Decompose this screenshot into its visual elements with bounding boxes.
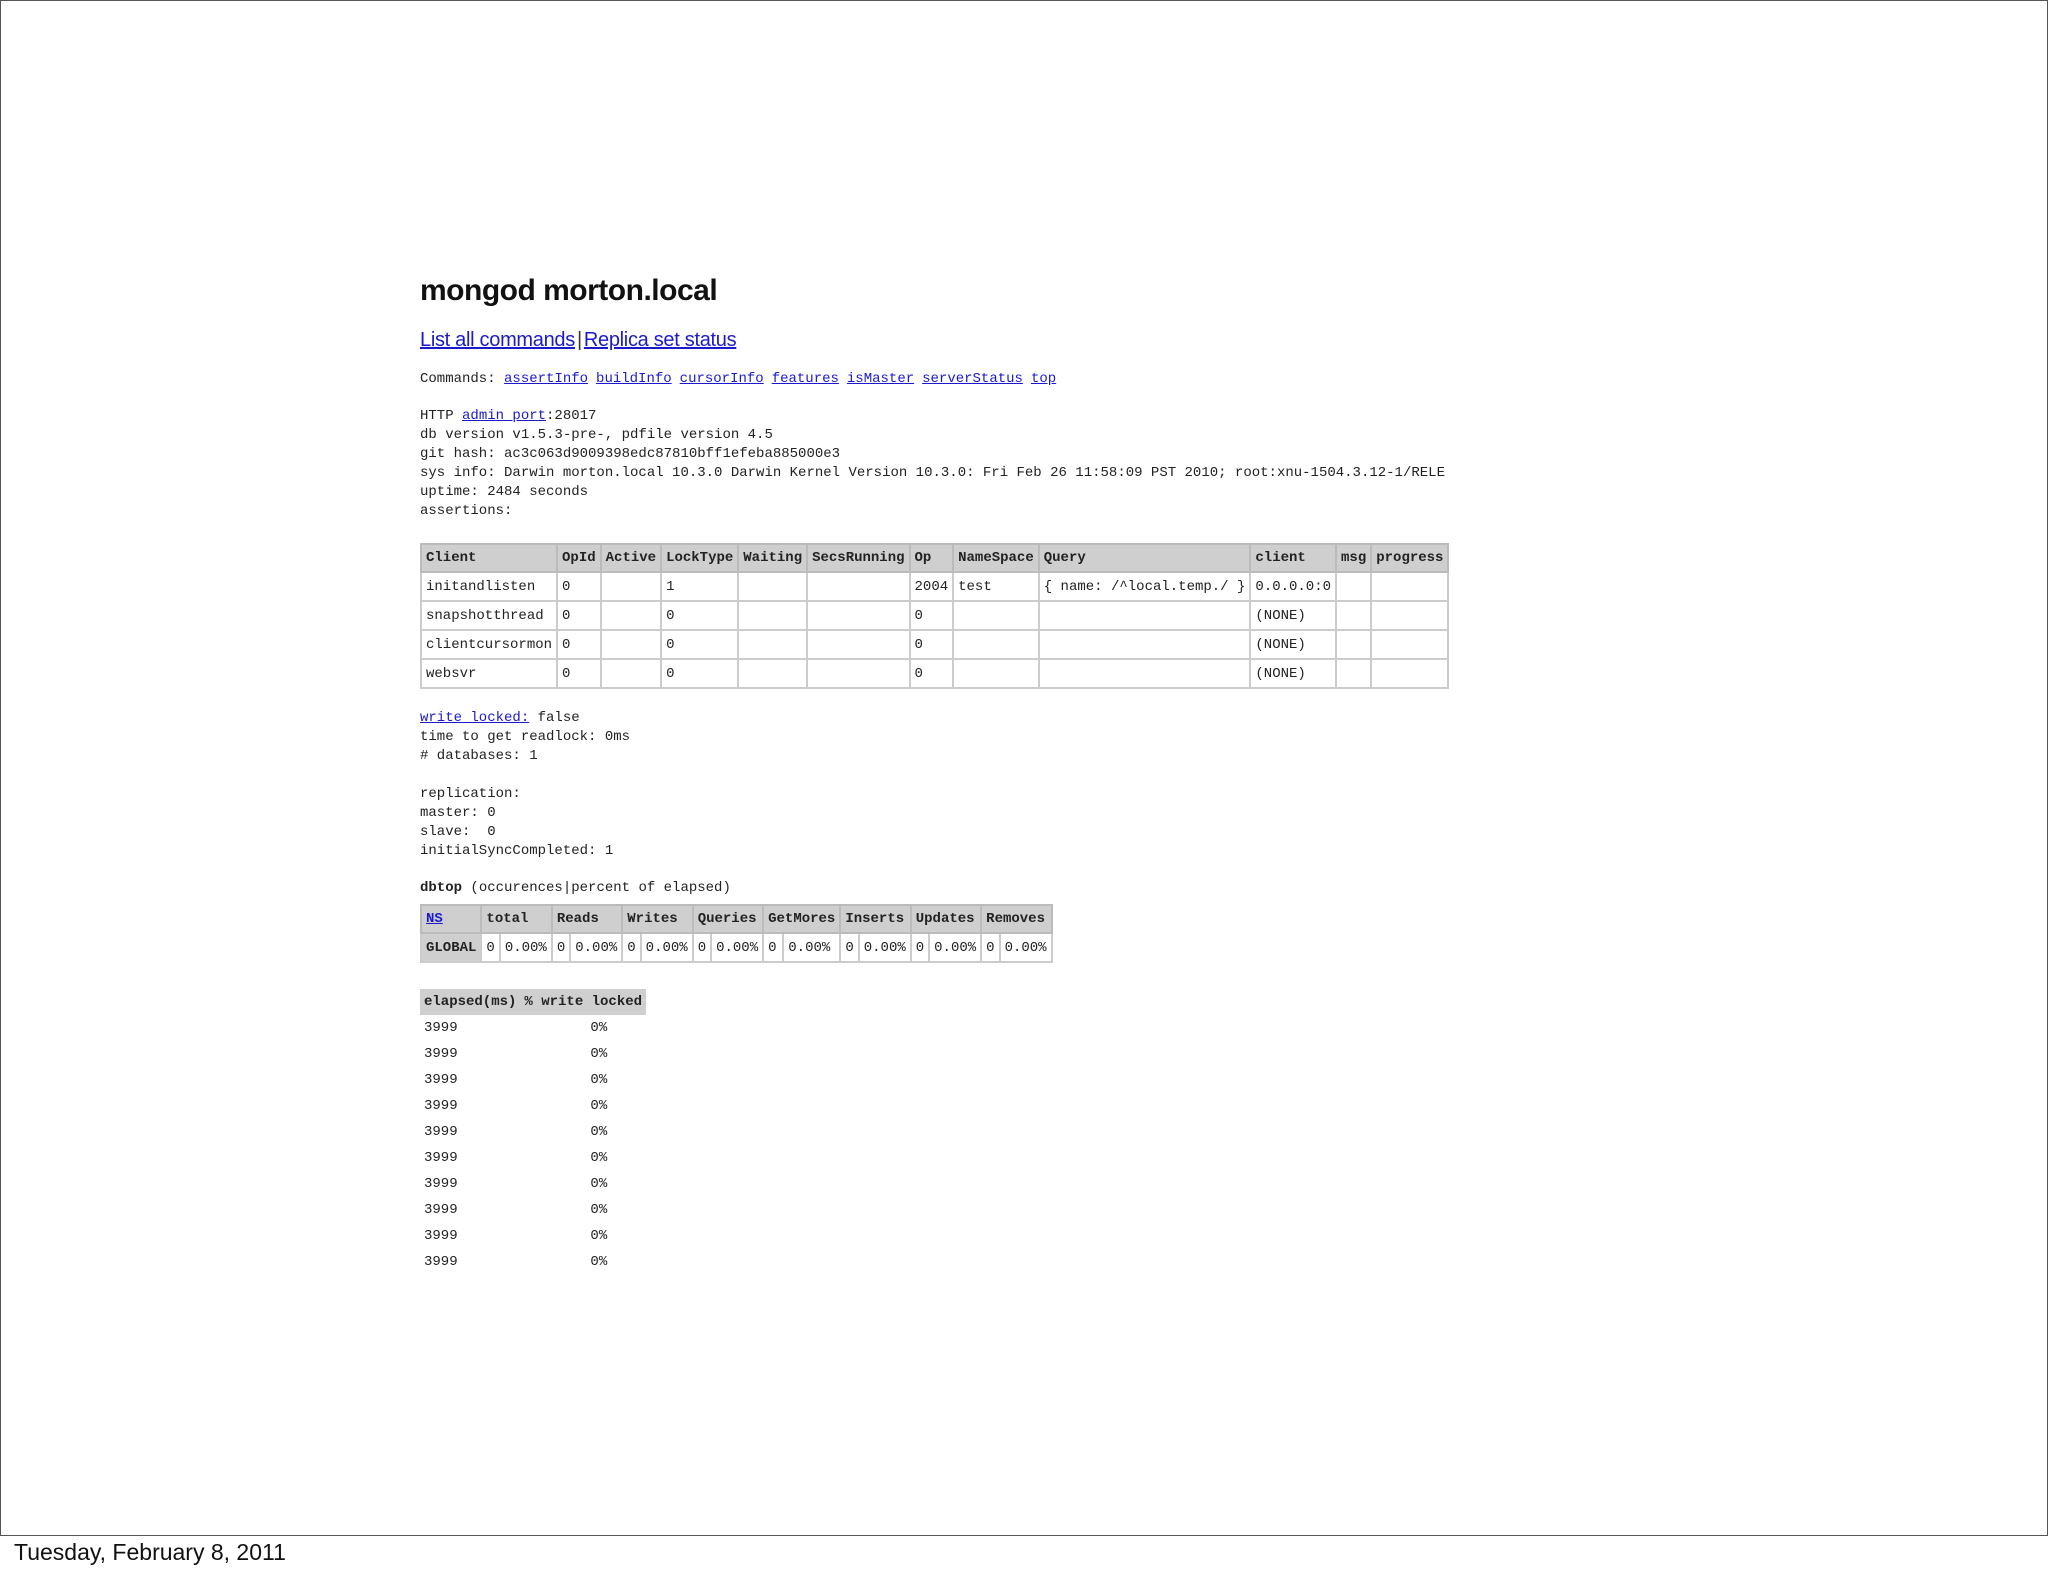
ops-table-row	[421, 572, 1448, 601]
admin-port-link[interactable]: admin port	[462, 408, 547, 424]
dbtop-cell: 0.00%	[783, 933, 840, 962]
ops-table-cell	[601, 630, 661, 659]
top-links	[420, 329, 2020, 352]
ops-table-cell: snapshotthread	[421, 601, 557, 630]
dbtop-ns-cell: GLOBAL	[421, 933, 481, 962]
elapsed-table	[420, 989, 646, 1275]
replication-initial-sync: initialSyncCompleted: 1	[420, 843, 614, 859]
ops-table-cell	[1371, 659, 1448, 688]
ops-table-cell: websvr	[421, 659, 557, 688]
write-locked-pct-cell: 0%	[590, 1072, 608, 1088]
database-count: # databases: 1	[420, 748, 538, 764]
elapsed-ms-cell: 3999	[424, 1020, 458, 1036]
ops-table-cell: 0	[910, 630, 954, 659]
ops-column-header: Waiting	[738, 544, 807, 572]
ops-table-cell: 0	[661, 659, 738, 688]
ops-table-cell: initandlisten	[421, 572, 557, 601]
command-links	[504, 371, 1064, 387]
dbtop-table	[420, 904, 1053, 963]
ops-table-cell: 0	[557, 659, 601, 688]
dbtop-cell: 0.00%	[711, 933, 763, 962]
list-all-commands-link[interactable]: List all commands	[420, 329, 575, 351]
link-separator: |	[576, 329, 582, 351]
dbtop-column-header: Writes	[622, 905, 692, 933]
elapsed-ms-cell: 3999	[424, 1228, 458, 1244]
write-locked-pct-cell: 0%	[590, 1202, 608, 1218]
commands-label: Commands:	[420, 371, 496, 387]
ops-table-cell	[807, 630, 909, 659]
dbtop-cell: 0	[481, 933, 499, 962]
operations-table-body	[421, 572, 1448, 688]
commands-row	[420, 370, 2020, 389]
admin-port-value: :28017	[546, 408, 597, 424]
page-title: mongod morton.local	[420, 274, 718, 307]
sys-info: sys info: Darwin morton.local 10.3.0 Darwin Kernel Version 10.3.0: Fri Feb 26 11:58:09 PST 2010; root:xnu-1504.3.12-1/RELE	[420, 465, 1445, 481]
assertions: assertions:	[420, 503, 513, 519]
ops-table-cell	[738, 601, 807, 630]
dbtop-cell: 0.00%	[929, 933, 981, 962]
slide-date-footer: Tuesday, February 8, 2011	[14, 1539, 286, 1565]
elapsed-column-header: elapsed(ms)	[420, 989, 520, 1015]
ops-column-header: Active	[601, 544, 661, 572]
elapsed-table-row	[420, 1041, 646, 1067]
ops-column-header: OpId	[557, 544, 601, 572]
ops-table-cell	[738, 630, 807, 659]
ops-table-row	[421, 659, 1448, 688]
ops-table-cell	[1336, 630, 1371, 659]
dbtop-cell: 0.00%	[859, 933, 911, 962]
ops-table-cell	[1336, 601, 1371, 630]
elapsed-ms-cell: 3999	[424, 1150, 458, 1166]
elapsed-table-row	[420, 1249, 646, 1275]
ops-table-cell: 2004	[910, 572, 954, 601]
lock-info	[420, 709, 2020, 766]
ops-table-cell	[953, 630, 1039, 659]
elapsed-column-header: % write locked	[520, 989, 646, 1015]
replica-set-status-link[interactable]: Replica set status	[583, 329, 737, 351]
dbtop-column-header: total	[481, 905, 551, 933]
ops-column-header: Query	[1039, 544, 1251, 572]
operations-table-header	[421, 544, 1448, 572]
replication-master: master: 0	[420, 805, 496, 821]
dbtop-cell: 0.00%	[641, 933, 693, 962]
ops-table-cell	[953, 659, 1039, 688]
ops-column-header: progress	[1371, 544, 1448, 572]
replication-slave: slave: 0	[420, 824, 496, 840]
status-page	[420, 271, 2020, 1275]
ops-table-cell	[807, 601, 909, 630]
dbtop-table-header	[421, 905, 1052, 933]
dbtop-heading	[420, 879, 2020, 898]
ops-table-cell: 0	[661, 630, 738, 659]
ops-table-cell: { name: /^local.temp./ }	[1039, 572, 1251, 601]
elapsed-ms-cell: 3999	[424, 1046, 458, 1062]
http-line	[420, 407, 2020, 426]
ops-table-cell	[1039, 659, 1251, 688]
ops-table-cell: 0	[557, 630, 601, 659]
replication-heading: replication:	[420, 786, 521, 802]
dbtop-cell: 0.00%	[500, 933, 552, 962]
write-locked-pct-cell: 0%	[590, 1254, 608, 1270]
command-link-serverstatus[interactable]: serverStatus	[922, 371, 1023, 387]
ops-table-cell: 0	[557, 601, 601, 630]
dbtop-column-header: Removes	[981, 905, 1051, 933]
dbtop-cell: 0	[981, 933, 999, 962]
ops-table-cell: (NONE)	[1250, 630, 1336, 659]
ops-table-cell	[601, 659, 661, 688]
elapsed-table-row	[420, 1171, 646, 1197]
elapsed-table-row	[420, 1067, 646, 1093]
elapsed-ms-cell: 3999	[424, 1098, 458, 1114]
ops-table-cell: test	[953, 572, 1039, 601]
dbtop-cell: 0	[840, 933, 858, 962]
elapsed-ms-cell: 3999	[424, 1202, 458, 1218]
dbtop-row-global	[421, 933, 1052, 962]
ops-table-cell	[1371, 630, 1448, 659]
ops-table-cell: clientcursormon	[421, 630, 557, 659]
ops-column-header: Client	[421, 544, 557, 572]
command-link-cursorinfo[interactable]: cursorInfo	[679, 371, 764, 387]
dbtop-column-header: Queries	[693, 905, 763, 933]
dbtop-column-header: GetMores	[763, 905, 840, 933]
write-locked-line	[420, 709, 2020, 728]
dbtop-ns-sort-link[interactable]: NS	[426, 911, 443, 927]
ops-table-cell	[1336, 659, 1371, 688]
readlock-time: time to get readlock: 0ms	[420, 729, 631, 745]
dbtop-subtitle: (occurences|percent of elapsed)	[462, 880, 731, 896]
ops-column-header: NameSpace	[953, 544, 1039, 572]
write-locked-pct-cell: 0%	[590, 1228, 608, 1244]
elapsed-table-row	[420, 1145, 646, 1171]
ops-table-cell	[1371, 572, 1448, 601]
ops-table-cell	[738, 659, 807, 688]
ops-column-header: LockType	[661, 544, 738, 572]
dbtop-cell: 0.00%	[570, 933, 622, 962]
server-info	[420, 407, 2020, 521]
elapsed-table-row	[420, 1015, 646, 1041]
ops-table-cell	[953, 601, 1039, 630]
ops-table-row	[421, 601, 1448, 630]
elapsed-ms-cell: 3999	[424, 1176, 458, 1192]
dbtop-column-header: Reads	[552, 905, 622, 933]
command-link-buildinfo[interactable]: buildInfo	[596, 371, 672, 387]
uptime: uptime: 2484 seconds	[420, 484, 589, 500]
write-locked-pct-cell: 0%	[590, 1046, 608, 1062]
ops-table-cell	[601, 572, 661, 601]
dbtop-cell: 0	[911, 933, 929, 962]
ops-table-cell: 0	[557, 572, 601, 601]
dbtop-ns-header	[421, 905, 481, 933]
db-version: db version v1.5.3-pre-, pdfile version 4.5	[420, 427, 773, 443]
http-prefix: HTTP	[420, 408, 463, 424]
operations-table	[420, 543, 1449, 689]
elapsed-table-row	[420, 1093, 646, 1119]
write-locked-value: false	[529, 710, 580, 726]
dbtop-cell: 0	[693, 933, 711, 962]
dbtop-cell: 0	[622, 933, 640, 962]
ops-table-cell: 1	[661, 572, 738, 601]
command-link-features[interactable]: features	[771, 371, 839, 387]
write-locked-pct-cell: 0%	[590, 1124, 608, 1140]
command-link-top[interactable]: top	[1030, 371, 1057, 387]
ops-table-cell: 0	[910, 601, 954, 630]
write-locked-link[interactable]: write locked:	[420, 710, 530, 726]
ops-column-header: Op	[910, 544, 954, 572]
ops-column-header: client	[1250, 544, 1336, 572]
elapsed-ms-cell: 3999	[424, 1124, 458, 1140]
ops-table-cell: 0	[910, 659, 954, 688]
ops-table-cell	[807, 659, 909, 688]
elapsed-table-row	[420, 1119, 646, 1145]
ops-table-cell	[1039, 630, 1251, 659]
ops-table-cell	[1336, 572, 1371, 601]
write-locked-pct-cell: 0%	[590, 1150, 608, 1166]
elapsed-ms-cell: 3999	[424, 1254, 458, 1270]
command-link-assertinfo[interactable]: assertInfo	[504, 371, 589, 387]
ops-table-cell	[738, 572, 807, 601]
ops-table-cell	[807, 572, 909, 601]
ops-table-row	[421, 630, 1448, 659]
ops-column-header: msg	[1336, 544, 1371, 572]
ops-table-cell: (NONE)	[1250, 659, 1336, 688]
write-locked-pct-cell: 0%	[590, 1176, 608, 1192]
elapsed-table-row	[420, 1197, 646, 1223]
dbtop-cell: 0.00%	[1000, 933, 1052, 962]
elapsed-ms-cell: 3999	[424, 1072, 458, 1088]
command-link-ismaster[interactable]: isMaster	[846, 371, 915, 387]
dbtop-cell: 0	[552, 933, 570, 962]
ops-table-cell: (NONE)	[1250, 601, 1336, 630]
elapsed-table-header	[420, 989, 646, 1015]
ops-table-cell	[1039, 601, 1251, 630]
dbtop-column-header: Updates	[911, 905, 981, 933]
dbtop-cell: 0	[763, 933, 783, 962]
git-hash: git hash: ac3c063d9009398edc87810bff1efeba885000e3	[420, 446, 841, 462]
ops-column-header: SecsRunning	[807, 544, 909, 572]
ops-table-cell	[1371, 601, 1448, 630]
write-locked-pct-cell: 0%	[590, 1098, 608, 1114]
ops-table-cell: 0.0.0.0:0	[1250, 572, 1336, 601]
elapsed-table-body	[420, 1015, 646, 1275]
ops-table-cell: 0	[661, 601, 738, 630]
elapsed-table-row	[420, 1223, 646, 1249]
replication-info	[420, 785, 2020, 861]
dbtop-title: dbtop	[420, 880, 463, 896]
dbtop-column-header: Inserts	[840, 905, 910, 933]
ops-table-cell	[601, 601, 661, 630]
write-locked-pct-cell: 0%	[590, 1020, 608, 1036]
